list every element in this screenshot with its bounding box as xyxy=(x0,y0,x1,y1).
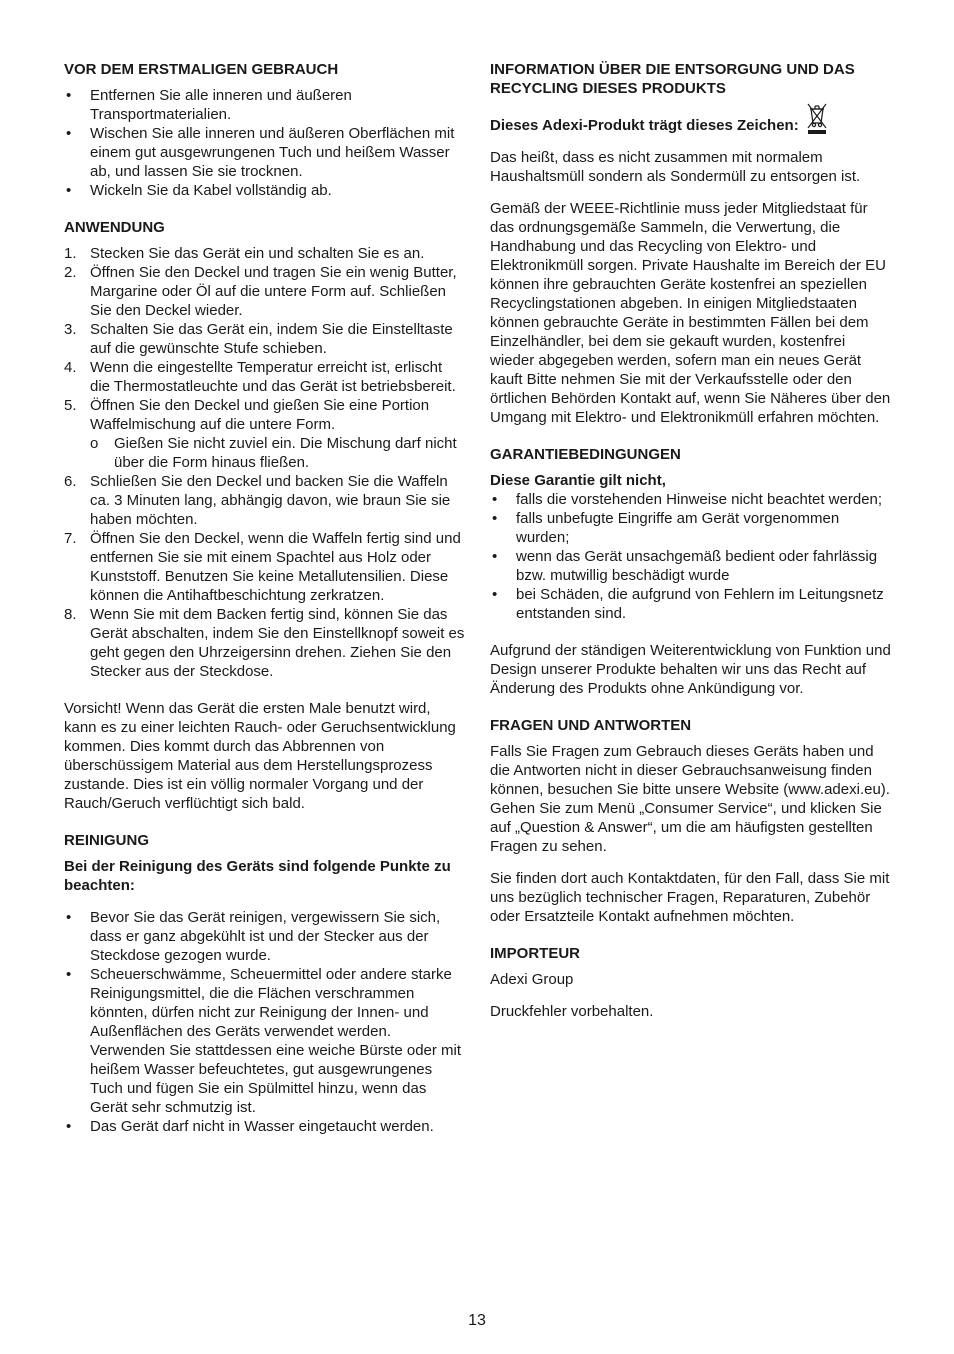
page-number: 13 xyxy=(468,1312,486,1329)
section-title-info: INFORMATION ÜBER DIE ENTSORGUNG UND DAS RECYCLING DIESES PRODUKTS xyxy=(490,61,855,97)
vor-list xyxy=(64,86,466,200)
fragen-paragraph: Falls Sie Fragen zum Gebrauch dieses Geräts haben und die Antworten nicht in dieser Gebrauchsanweisung finden können, besuchen Sie bitte unsere Website (www.adexi.eu). xyxy=(490,743,890,798)
list-item: 1. Stecken Sie das Gerät ein und schalten Sie es an. xyxy=(64,245,425,262)
garantie-paragraph: Aufgrund der ständigen Weiterentwicklung von Funktion und Design unserer Produkte behalten wir uns das Recht auf Änderung des Produkts ohne Ankündigung vor. xyxy=(490,642,891,697)
anwendung-list xyxy=(64,244,466,681)
garantie-intro: Diese Garantie gilt nicht, xyxy=(490,472,666,489)
section-title-garantie: GARANTIEBEDINGUNGEN xyxy=(490,446,681,463)
importeur-name: Adexi Group xyxy=(490,971,574,988)
vorsicht-paragraph: Vorsicht! Wenn das Gerät die ersten Male benutzt wird, kann es zu einer leichten Rauch- oder Geruchsentwicklung kommen. Dies kommt durch das Abbrennen von überschüssigem Material aus dem Herstellungsprozess zustande. Dies ist ein völlig normaler Vorgang und der Rauch/Geruch verflüchtigt sich bald. xyxy=(64,700,456,812)
reinigung-intro: Bei der Reinigung des Geräts sind folgende Punkte zu beachten: xyxy=(64,858,451,894)
druckfehler-note: Druckfehler vorbehalten. xyxy=(490,1003,654,1020)
section-title-vor: VOR DEM ERSTMALIGEN GEBRAUCH xyxy=(64,61,339,78)
list-item: 5. Öffnen Sie den Deckel und gießen Sie eine Portion Waffelmischung auf die untere Form. o Gießen Sie nicht zuviel ein. Die Mischung darf nicht über die Form hinaus fließen. xyxy=(64,396,466,472)
list-item: • Das Gerät darf nicht in Wasser eingetaucht werden. xyxy=(64,1117,466,1136)
crossed-out-wheelie-bin-icon xyxy=(805,101,829,135)
section-title-fragen: FRAGEN UND ANTWORTEN xyxy=(490,717,692,734)
section-title-anwendung: ANWENDUNG xyxy=(64,219,165,236)
list-item: 7. Öffnen Sie den Deckel, wenn die Waffeln fertig sind und entfernen Sie sie mit einem Spachtel aus Holz oder Kunststoff. Benutzen Sie keine Metallutensilien. Diese können die Antihaftbeschichtung zerkratzen. xyxy=(64,530,461,604)
info-paragraph: Gemäß der WEEE-Richtlinie muss jeder Mitgliedstaat für das ordnungsgemäße Sammeln, die Verwertung, die Handhabung und das Recycling von Elektro- und Elektronikmüll sorgen. Private Haushalte im Bereich der EU können ihre gebrauchten Geräte kostenfrei an speziellen Recyclingstationen abgeben. In einigen Mitgliedstaaten können gebrauchte Geräte in bestimmten Fällen bei dem Einzelhändler, bei dem sie gekauft wurden, kostenfrei wieder abgegeben werden, sofern man ein neues Gerät kauft Bitte nehmen Sie mit der Verkaufsstelle oder den örtlichen Behörden Kontakt auf, wenn Sie Näheres über den Umgang mit Elektro- und Elektronikmüll erfahren möchten. xyxy=(490,200,891,426)
list-item: • bei Schäden, die aufgrund von Fehlern im Leitungsnetz entstanden sind. xyxy=(490,585,892,623)
info-paragraph: Das heißt, dass es nicht zusammen mit normalem Haushaltsmüll sondern als Sondermüll zu entsorgen ist. xyxy=(490,149,861,185)
list-item: • Scheuerschwämme, Scheuermittel oder andere starke Reinigungsmittel, die die Flächen verschrammen könnten, dürfen nicht zur Reinigung der Innen- und Außenflächen des Geräts verwendet werden. Verwenden Sie stattdessen eine weiche Bürste oder mit heißem Wasser befeuchtetes, gut ausgewrungenes Tuch und fügen Sie ein Spülmittel hinzu, wenn das Gerät sehr schmutzig ist. xyxy=(64,965,466,1117)
list-item: 2. Öffnen Sie den Deckel und tragen Sie ein wenig Butter, Margarine oder Öl auf die untere Form auf. Schließen Sie den Deckel wieder. xyxy=(64,264,457,319)
list-item: • Wickeln Sie da Kabel vollständig ab. xyxy=(64,181,466,200)
fragen-paragraph: Sie finden dort auch Kontaktdaten, für den Fall, dass Sie mit uns bezüglich technischer Fragen, Reparaturen, Zubehör oder Ersatzteile Kontakt aufnehmen möchten. xyxy=(490,870,890,925)
list-item: 8. Wenn Sie mit dem Backen fertig sind, können Sie das Gerät abschalten, indem Sie den Einstellknopf soweit es geht gegen den Uhrzeigersinn drehen. Ziehen Sie den Stecker aus der Steckdose. xyxy=(64,606,465,680)
list-item: • falls die vorstehenden Hinweise nicht beachtet werden; xyxy=(490,490,892,509)
weee-statement: Dieses Adexi-Produkt trägt dieses Zeichen: xyxy=(490,101,892,135)
right-column xyxy=(490,60,892,1021)
section-title-importeur: IMPORTEUR xyxy=(490,945,580,962)
list-item: • Bevor Sie das Gerät reinigen, vergewissern Sie sich, dass er ganz abgekühlt ist und der Stecker aus der Steckdose gezogen wurde. xyxy=(64,908,466,965)
list-item: 4. Wenn die eingestellte Temperatur erreicht ist, erlischt die Thermostatleuchte und das Gerät ist betriebsbereit. xyxy=(64,359,456,395)
list-item: • Wischen Sie alle inneren und äußeren Oberflächen mit einem gut ausgewrungenen Tuch und heißem Wasser ab, und lassen Sie sie trocknen. xyxy=(64,124,466,181)
section-title-reinigung: REINIGUNG xyxy=(64,832,150,849)
list-item: 6. Schließen Sie den Deckel und backen Sie die Waffeln ca. 3 Minuten lang, abhängig davon, wie braun Sie sie haben möchten. xyxy=(64,473,451,528)
fragen-paragraph: Gehen Sie zum Menü „Consumer Service“, und klicken Sie auf „Question & Answer“, um die am häufigsten gestellten Fragen zu sehen. xyxy=(490,800,882,855)
list-item: • Entfernen Sie alle inneren und äußeren Transportmaterialien. xyxy=(64,86,466,124)
list-item: • wenn das Gerät unsachgemäß bedient oder fahrlässig bzw. mutwillig beschädigt wurde xyxy=(490,547,892,585)
sub-list-item: o Gießen Sie nicht zuviel ein. Die Mischung darf nicht über die Form hinaus fließen. xyxy=(90,435,457,471)
garantie-list xyxy=(490,490,892,623)
left-column xyxy=(64,60,466,1136)
list-item: 3. Schalten Sie das Gerät ein, indem Sie die Einstelltaste auf die gewünschte Stufe schieben. xyxy=(64,321,453,357)
list-item: • falls unbefugte Eingriffe am Gerät vorgenommen wurden; xyxy=(490,509,892,547)
reinigung-list xyxy=(64,908,466,1136)
